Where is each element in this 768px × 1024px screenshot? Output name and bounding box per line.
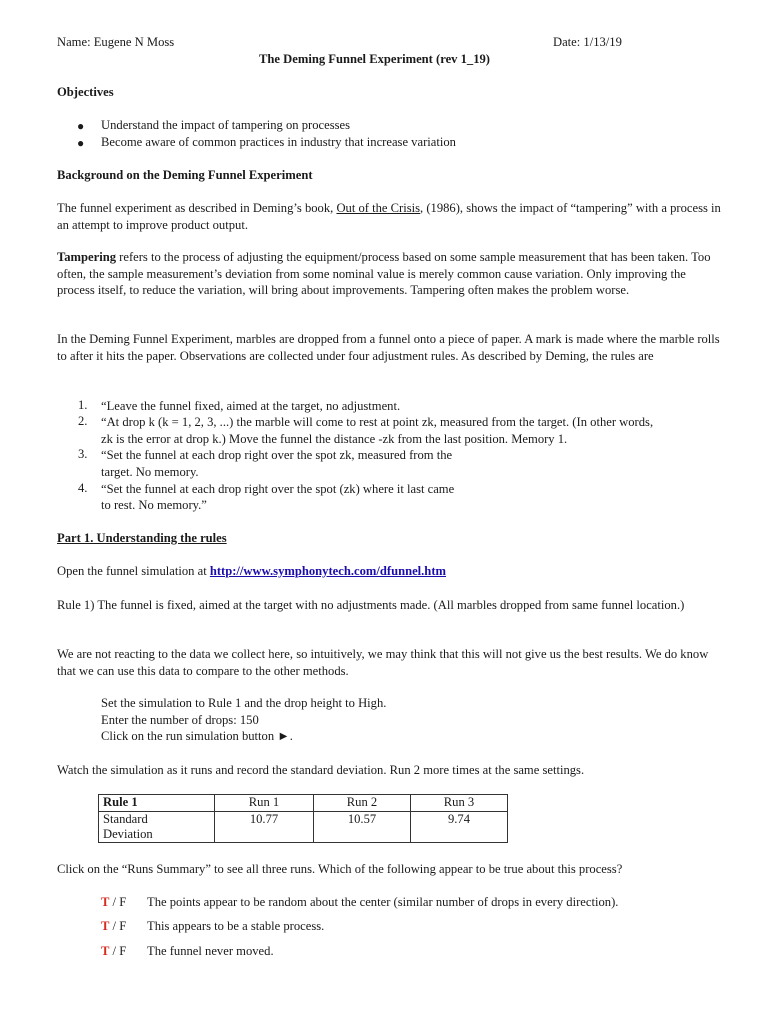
document-title: The Deming Funnel Experiment (rev 1_19) bbox=[259, 52, 490, 66]
tampering-term: Tampering bbox=[57, 250, 117, 264]
tf-statement: The points appear to be random about the center (similar number of drops in every direction). bbox=[147, 895, 619, 909]
instruction-step: Click on the run simulation button ►. bbox=[101, 729, 293, 743]
rule-item-cont: target. No memory. bbox=[101, 465, 199, 479]
background-paragraph-3: In the Deming Funnel Experiment, marbles are dropped from a funnel onto a piece of paper. A mark is made where the marble rolls to after it hits the paper. Observations are collected under four adjustment rules. As described by Deming, the rules are bbox=[57, 332, 720, 363]
row-label: Standard Deviation bbox=[99, 812, 215, 843]
background-paragraph-2: Tampering refers to the process of adjusting the equipment/process based on some sample measurement that has been taken. Too often, the sample measurement’s deviation from some nominal value is merely common cause variation. Only improving the process itself, to reduce the variation, will bring about improvements. Tampering often makes the problem worse. bbox=[57, 250, 711, 297]
table-cell: 9.74 bbox=[411, 812, 508, 843]
rule-item: “Leave the funnel fixed, aimed at the target, no adjustment. bbox=[101, 399, 401, 413]
table-cell: 10.57 bbox=[314, 812, 411, 843]
rule-item-cont: to rest. No memory.” bbox=[101, 498, 207, 512]
table-corner: Rule 1 bbox=[99, 795, 215, 812]
background-paragraph-1: The funnel experiment as described in Deming’s book, Out of the Crisis, (1986), shows the impact of “tampering” with a process in an attempt to improve product output. bbox=[57, 201, 721, 232]
book-title: Out of the Crisis bbox=[336, 201, 421, 215]
tf-statement: The funnel never moved. bbox=[147, 944, 274, 958]
tf-answer: T / F bbox=[101, 895, 127, 909]
document-date: Date: 1/13/19 bbox=[553, 35, 622, 49]
objectives-heading: Objectives bbox=[57, 85, 114, 99]
table-header: Run 3 bbox=[411, 795, 508, 812]
rule-item: “Set the funnel at each drop right over the spot zk, measured from the bbox=[101, 448, 453, 462]
table-header: Run 2 bbox=[314, 795, 411, 812]
background-heading: Background on the Deming Funnel Experiment bbox=[57, 168, 313, 182]
bullet-icon: ● bbox=[77, 119, 85, 133]
bullet-icon: ● bbox=[77, 136, 85, 150]
tf-answer: T / F bbox=[101, 944, 127, 958]
simulation-link[interactable]: http://www.symphonytech.com/dfunnel.htm bbox=[209, 564, 447, 578]
objective-item: Understand the impact of tampering on processes bbox=[101, 118, 351, 132]
table-cell: 10.77 bbox=[215, 812, 314, 843]
instruction-step: Set the simulation to Rule 1 and the drop height to High. bbox=[101, 696, 387, 710]
rule-item-cont: zk is the error at drop k.) Move the funnel the distance -zk from the last position. Memory 1. bbox=[101, 432, 568, 446]
rule-item: “Set the funnel at each drop right over the spot (zk) where it last came bbox=[101, 482, 455, 496]
runs-summary-question: Click on the “Runs Summary” to see all three runs. Which of the following appear to be true about this process? bbox=[57, 862, 623, 876]
rule1-description: Rule 1) The funnel is fixed, aimed at the target with no adjustments made. (All marbles dropped from same funnel location.) bbox=[57, 598, 685, 612]
table-row bbox=[99, 812, 508, 843]
open-simulation-text: Open the funnel simulation at http://www.symphonytech.com/dfunnel.htm bbox=[57, 564, 447, 578]
student-name: Name: Eugene N Moss bbox=[57, 35, 175, 49]
tf-statement: This appears to be a stable process. bbox=[147, 919, 325, 933]
instruction-step: Enter the number of drops: 150 bbox=[101, 713, 259, 727]
objective-item: Become aware of common practices in industry that increase variation bbox=[101, 135, 456, 149]
part1-heading: Part 1. Understanding the rules bbox=[57, 531, 227, 545]
tf-answer: T / F bbox=[101, 919, 127, 933]
table-header: Run 1 bbox=[215, 795, 314, 812]
reaction-paragraph: We are not reacting to the data we collect here, so intuitively, we may think that this will not give us the best results. We do know that we can use this data to compare to the other methods. bbox=[57, 647, 709, 678]
watch-instruction: Watch the simulation as it runs and record the standard deviation. Run 2 more times at the same settings. bbox=[57, 763, 585, 777]
results-table bbox=[98, 794, 508, 843]
rule-item: “At drop k (k = 1, 2, 3, ...) the marble will come to rest at point zk, measured from the target. (In other words, bbox=[101, 415, 654, 429]
table-header-row bbox=[99, 795, 508, 812]
